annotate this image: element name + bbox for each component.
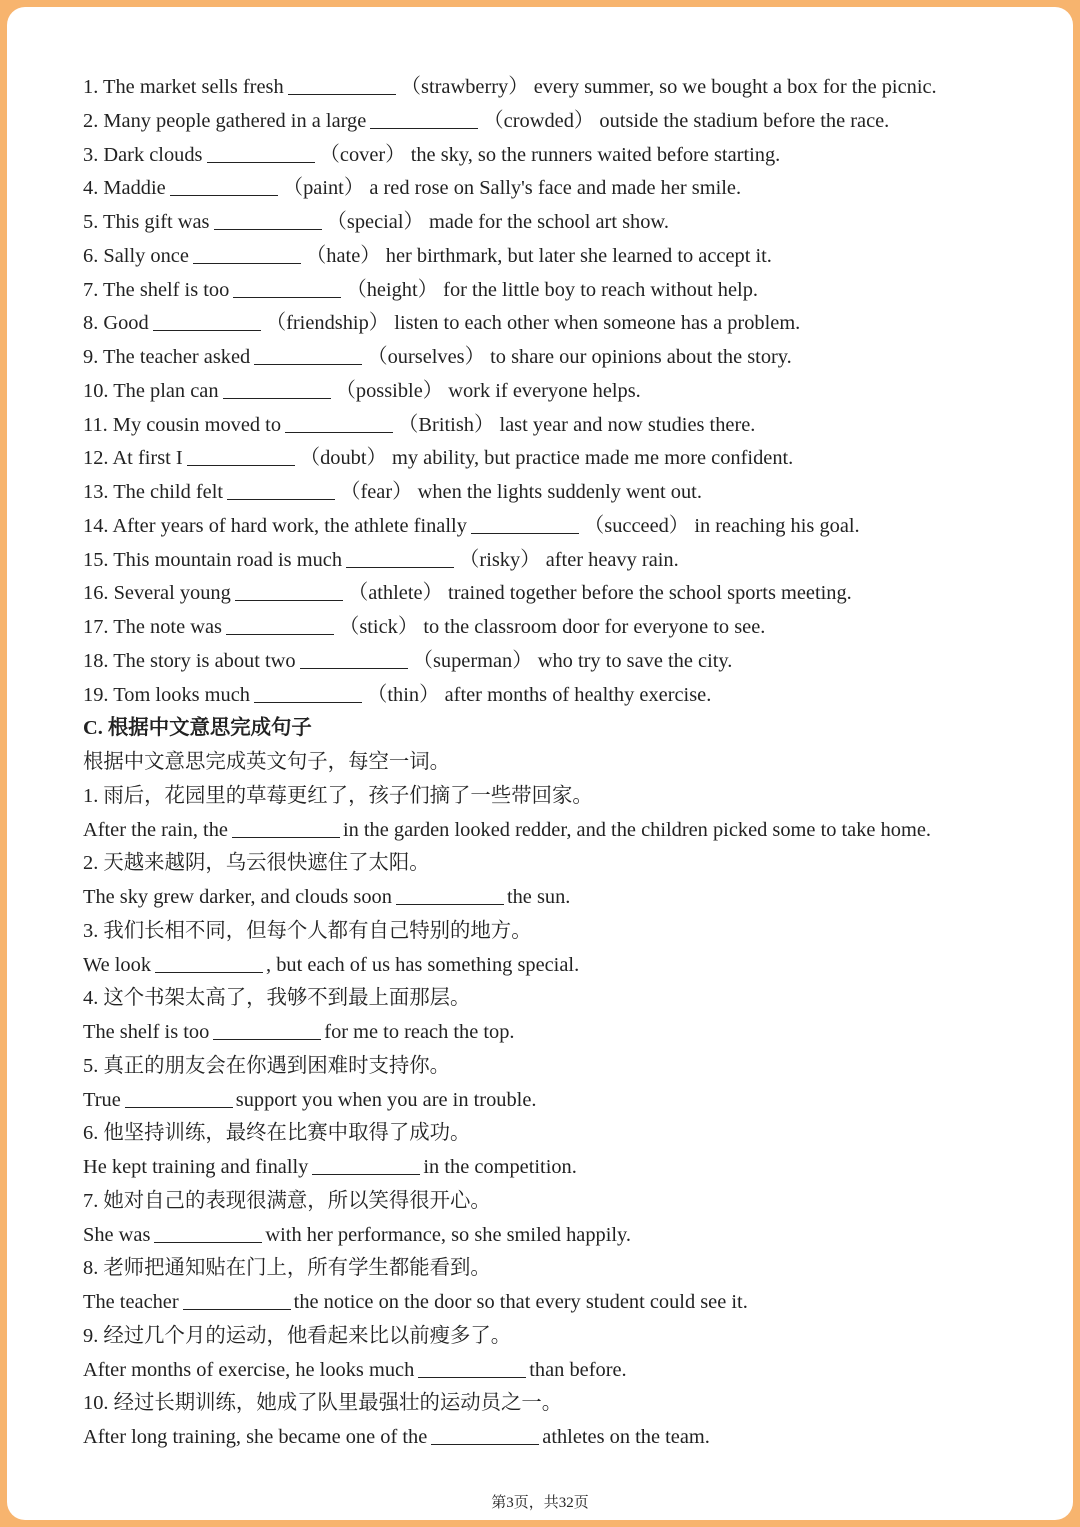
- item-rest: in reaching his goal.: [694, 514, 860, 537]
- answer-blank[interactable]: [125, 1087, 233, 1108]
- answer-blank[interactable]: [431, 1424, 539, 1445]
- exercise-item: [83, 544, 1063, 578]
- item-rest: trained together before the school sports meeting.: [448, 582, 852, 605]
- exercise-item: [83, 172, 1063, 206]
- answer-blank[interactable]: [233, 277, 341, 298]
- sentence-end: in the competition.: [423, 1156, 577, 1178]
- item-rest: for the little boy to reach without help.: [443, 278, 759, 301]
- item-rest: to share our opinions about the story.: [490, 346, 792, 368]
- answer-blank[interactable]: [155, 952, 263, 973]
- word-hint: （crowded）: [483, 109, 595, 132]
- word-hint: （thin）: [367, 683, 440, 706]
- sentence-start: The teacher: [83, 1291, 179, 1313]
- english-sentence: [83, 1219, 1063, 1253]
- word-hint: （cover）: [319, 143, 406, 166]
- sentence-end: in the garden looked redder, and the children picked some to take home.: [342, 818, 931, 841]
- english-sentence: [83, 949, 1063, 983]
- word-hint: （doubt）: [299, 447, 387, 470]
- item-prompt: 17. The note was: [83, 616, 222, 638]
- word-hint: （stick）: [338, 616, 419, 638]
- answer-blank[interactable]: [285, 412, 393, 433]
- answer-blank[interactable]: [312, 1154, 420, 1175]
- word-hint: （fear）: [340, 481, 413, 503]
- item-prompt: 15. This mountain road is much: [83, 548, 343, 571]
- exercise-item: [83, 645, 1063, 679]
- item-rest: after months of healthy exercise.: [444, 683, 712, 706]
- item-rest: my ability, but practice made me more confident.: [392, 447, 794, 470]
- exercise-item: [83, 341, 1063, 375]
- exercise-item: [83, 409, 1063, 443]
- item-rest: her birthmark, but later she learned to accept it.: [385, 244, 772, 267]
- chinese-sentence: 3. 我们长相不同，但每个人都有自己特别的地方。: [83, 919, 532, 942]
- sentence-end: than before.: [529, 1358, 627, 1381]
- word-hint: （risky）: [459, 548, 541, 571]
- chinese-sentence: 4. 这个书架太高了，我够不到最上面那层。: [83, 987, 471, 1010]
- sentence-end: support you when you are in trouble.: [235, 1088, 537, 1111]
- answer-blank[interactable]: [193, 243, 301, 264]
- answer-blank[interactable]: [232, 817, 340, 838]
- item-prompt: 18. The story is about two: [83, 649, 296, 672]
- english-sentence: [83, 1016, 1063, 1050]
- answer-blank[interactable]: [207, 142, 315, 163]
- section-c-instruction: 根据中文意思完成英文句子，每空一词。: [83, 751, 451, 773]
- exercise-item: [83, 139, 1063, 173]
- answer-blank[interactable]: [300, 648, 408, 669]
- chinese-sentence: 1. 雨后，花园里的草莓更红了，孩子们摘了一些带回家。: [83, 784, 593, 807]
- answer-blank[interactable]: [254, 344, 362, 365]
- item-prompt: 11. My cousin moved to: [83, 413, 282, 436]
- exercise-item: [83, 577, 1063, 611]
- item-prompt: 12. At first I: [83, 447, 183, 470]
- sentence-start: She was: [83, 1223, 151, 1246]
- page-footer: 第3页，共32页: [491, 1495, 589, 1511]
- item-prompt: 1. The market sells fresh: [83, 76, 284, 98]
- english-sentence: [83, 1286, 1063, 1320]
- item-rest: work if everyone helps.: [448, 379, 641, 402]
- item-prompt: 5. This gift was: [83, 211, 210, 233]
- english-sentence: [83, 1421, 1063, 1455]
- chinese-sentence: 6. 他坚持训练，最终在比赛中取得了成功。: [83, 1122, 471, 1145]
- exercise-item: [83, 105, 1063, 139]
- sentence-start: We look: [83, 953, 152, 976]
- exercise-item: [83, 240, 1063, 274]
- english-sentence: [83, 814, 1063, 848]
- answer-blank[interactable]: [418, 1357, 526, 1378]
- sentence-start: After long training, she became one of the: [83, 1426, 428, 1448]
- chinese-sentence: 8. 老师把通知贴在门上，所有学生都能看到。: [83, 1257, 491, 1280]
- english-sentence: [83, 881, 1063, 915]
- answer-blank[interactable]: [235, 580, 343, 601]
- item-prompt: 3. Dark clouds: [83, 143, 203, 166]
- worksheet-page: [7, 7, 1073, 1520]
- word-hint: （paint）: [282, 177, 365, 200]
- word-hint: （succeed）: [583, 514, 690, 537]
- exercise-item: [83, 510, 1063, 544]
- section-c-list: [83, 780, 1063, 1455]
- english-sentence: [83, 1151, 1063, 1185]
- item-prompt: 14. After years of hard work, the athlete finally: [83, 514, 467, 537]
- english-sentence: [83, 1084, 1063, 1118]
- sentence-start: After the rain, the: [83, 818, 228, 841]
- answer-blank[interactable]: [396, 884, 504, 905]
- worksheet-content: [83, 71, 1063, 1455]
- answer-blank[interactable]: [223, 378, 331, 399]
- item-prompt: 6. Sally once: [83, 244, 189, 267]
- sentence-start: True: [83, 1088, 121, 1111]
- sentence-end: with her performance, so she smiled happily.: [265, 1223, 632, 1246]
- item-prompt: 19. Tom looks much: [83, 683, 250, 706]
- item-rest: to the classroom door for everyone to see.: [423, 616, 766, 638]
- answer-blank[interactable]: [471, 513, 579, 534]
- answer-blank[interactable]: [288, 74, 396, 95]
- exercise-item: [83, 206, 1063, 240]
- answer-blank[interactable]: [226, 614, 334, 635]
- answer-blank[interactable]: [214, 209, 322, 230]
- item-rest: when the lights suddenly went out.: [417, 481, 702, 503]
- item-prompt: 10. The plan can: [83, 379, 219, 402]
- answer-blank[interactable]: [153, 310, 261, 331]
- item-prompt: 2. Many people gathered in a large: [83, 109, 367, 132]
- sentence-end: , but each of us has something special.: [266, 953, 580, 976]
- item-prompt: 8. Good: [83, 312, 149, 335]
- exercise-item: [83, 307, 1063, 341]
- item-rest: outside the stadium before the race.: [599, 109, 890, 132]
- sentence-start: The sky grew darker, and clouds soon: [83, 886, 392, 908]
- word-hint: （possible）: [335, 379, 444, 402]
- exercise-item: [83, 611, 1063, 645]
- word-hint: （special）: [326, 211, 424, 233]
- exercise-item: [83, 274, 1063, 308]
- word-hint: （athlete）: [347, 582, 443, 605]
- word-hint: （hate）: [305, 244, 381, 267]
- item-rest: a red rose on Sally's face and made her smile.: [369, 177, 742, 200]
- item-prompt: 13. The child felt: [83, 481, 224, 503]
- item-prompt: 7. The shelf is too: [83, 278, 230, 301]
- word-hint: （ourselves）: [367, 346, 485, 368]
- sentence-start: The shelf is too: [83, 1021, 210, 1043]
- answer-blank[interactable]: [370, 108, 478, 129]
- item-rest: every summer, so we bought a box for the picnic.: [533, 76, 937, 98]
- exercise-item: [83, 71, 1063, 105]
- exercise-item: [83, 442, 1063, 476]
- answer-blank[interactable]: [213, 1019, 321, 1040]
- item-rest: made for the school art show.: [429, 211, 669, 233]
- word-hint: （friendship）: [265, 312, 390, 335]
- answer-blank[interactable]: [346, 547, 454, 568]
- answer-blank[interactable]: [227, 479, 335, 500]
- sentence-end: the sun.: [506, 886, 571, 908]
- exercise-item: [83, 679, 1063, 713]
- sentence-end: athletes on the team.: [542, 1426, 710, 1448]
- sentence-start: After months of exercise, he looks much: [83, 1358, 415, 1381]
- chinese-sentence: 5. 真正的朋友会在你遇到困难时支持你。: [83, 1054, 451, 1077]
- english-sentence: [83, 1354, 1063, 1388]
- chinese-sentence: 9. 经过几个月的运动，他看起来比以前瘦多了。: [83, 1324, 512, 1347]
- answer-blank[interactable]: [154, 1222, 262, 1243]
- item-rest: after heavy rain.: [545, 548, 679, 571]
- item-rest: the sky, so the runners waited before starting.: [410, 143, 781, 166]
- sentence-end: for me to reach the top.: [324, 1021, 515, 1043]
- chinese-sentence: 7. 她对自己的表现很满意，所以笑得很开心。: [83, 1189, 491, 1212]
- word-hint: （superman）: [412, 649, 533, 672]
- answer-blank[interactable]: [183, 1289, 291, 1310]
- answer-blank[interactable]: [254, 682, 362, 703]
- sentence-end: the notice on the door so that every student could see it.: [293, 1291, 748, 1313]
- section-c-heading: C. 根据中文意思完成句子: [83, 717, 312, 740]
- sentence-start: He kept training and finally: [83, 1156, 309, 1178]
- item-rest: who try to save the city.: [537, 649, 733, 672]
- answer-blank[interactable]: [170, 175, 278, 196]
- chinese-sentence: 10. 经过长期训练，她成了队里最强壮的运动员之一。: [83, 1392, 563, 1415]
- item-prompt: 16. Several young: [83, 582, 231, 605]
- exercise-item: [83, 375, 1063, 409]
- chinese-sentence: 2. 天越来越阴，乌云很快遮住了太阳。: [83, 852, 430, 875]
- item-rest: listen to each other when someone has a problem.: [394, 312, 801, 335]
- answer-blank[interactable]: [187, 445, 295, 466]
- word-hint: （British）: [398, 413, 495, 436]
- section-b-list: [83, 71, 1063, 712]
- word-hint: （height）: [346, 278, 439, 301]
- item-prompt: 4. Maddie: [83, 177, 166, 200]
- item-prompt: 9. The teacher asked: [83, 346, 251, 368]
- exercise-item: [83, 476, 1063, 510]
- item-rest: last year and now studies there.: [499, 413, 756, 436]
- word-hint: （strawberry）: [400, 76, 529, 98]
